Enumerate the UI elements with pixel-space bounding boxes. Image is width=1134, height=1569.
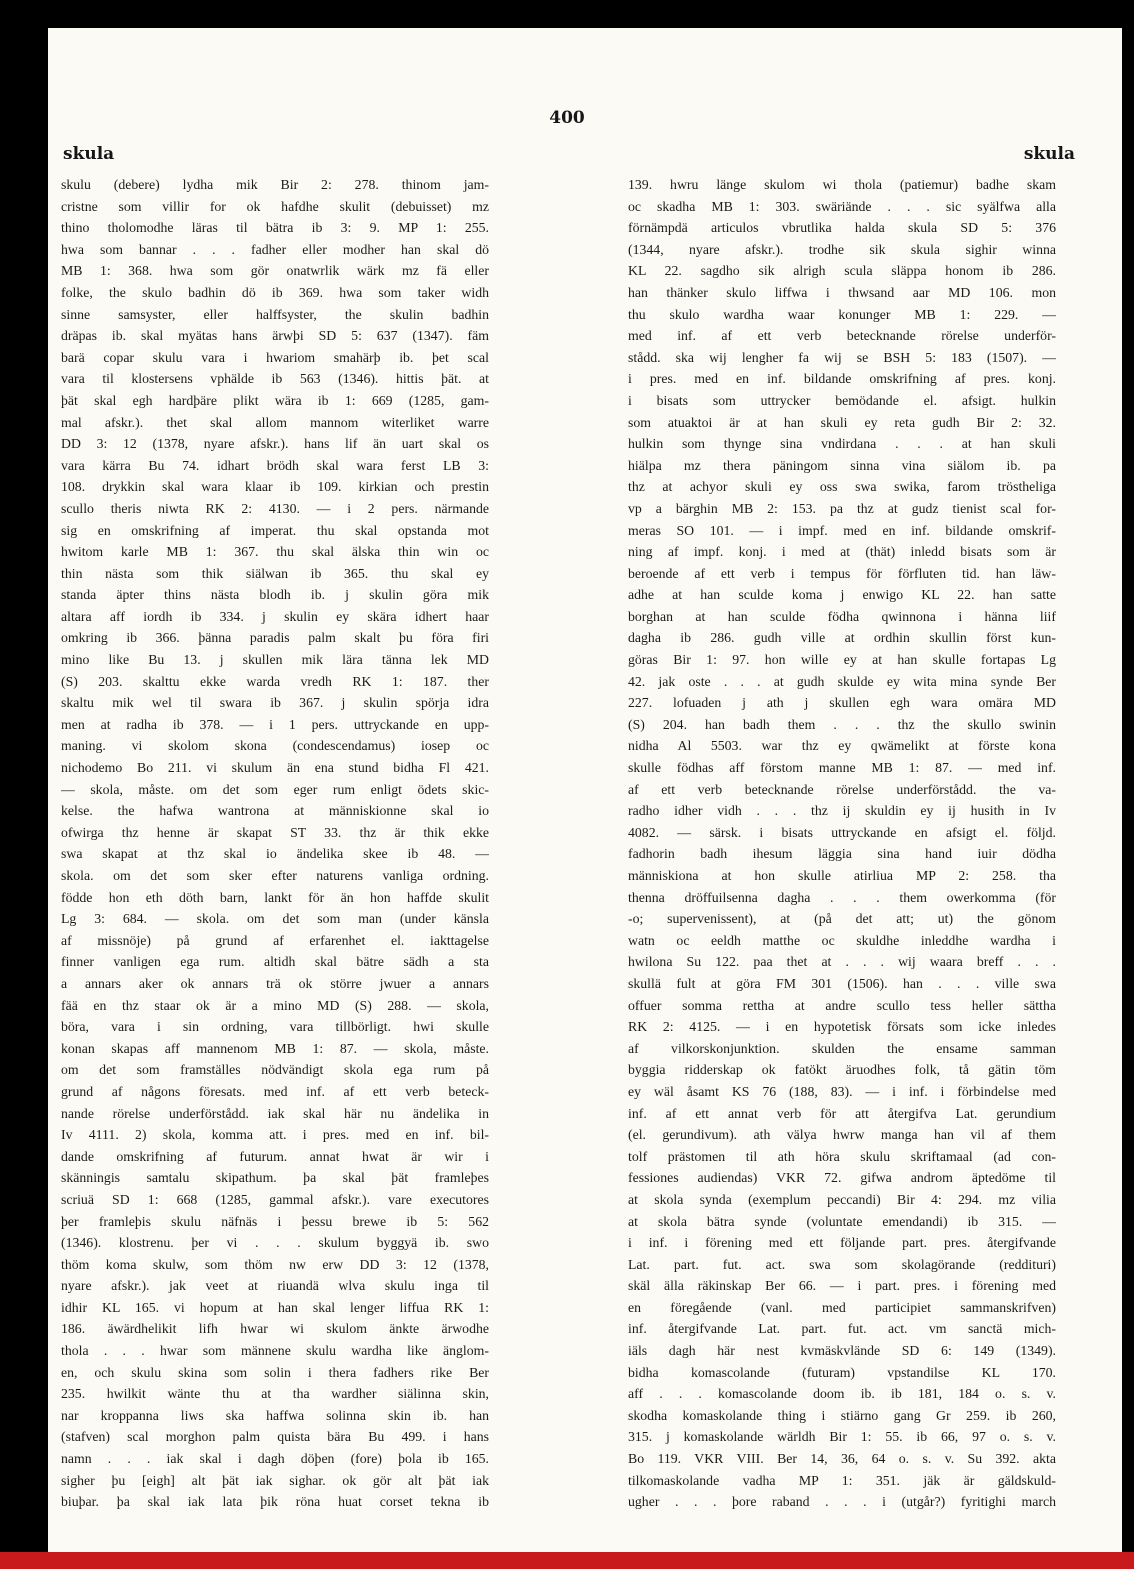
right-running-headword: skula xyxy=(1023,144,1075,164)
text-line: nichodemo Bo 211. vi skulum än ena stund bidha Fl 421. xyxy=(61,760,489,776)
text-line: skullä fult at göra FM 301 (1506). han . . . ville swa xyxy=(628,975,1056,991)
text-line: grund af någons föresats. med inf. af ett verb beteck- xyxy=(61,1083,489,1099)
text-line: þer framleþis skulu näfnäs i þessu brewe ib 5: 562 xyxy=(61,1213,489,1229)
text-line: nidha Al 5503. war thz ey qwämelikt at förste kona xyxy=(628,738,1056,754)
text-line: födde hon eth döth barn, lankt för än hon haffde skulit xyxy=(61,889,489,905)
text-line: Lg 3: 684. — skola. om det som man (under känsla xyxy=(61,911,489,927)
text-line: fessiones audiendas) VKR 72. gifwa androm äptedöme til xyxy=(628,1170,1056,1186)
text-line: inf. af ett annat verb för att återgifva Lat. gerundium xyxy=(628,1105,1056,1121)
text-line: at skola synda (exemplum peccandi) Bir 4: 294. mz vilia xyxy=(628,1191,1056,1207)
text-line: 186. äwärdhelikit lifh hwar wi skulom änkte ärwodhe xyxy=(61,1321,489,1337)
text-line: af missnöje) på grund af erfarenhet el. iakttagelse xyxy=(61,932,489,948)
text-line: göras Bir 1: 97. hon wille ey at han skulle fortapas Lg xyxy=(628,652,1056,668)
text-line: standa äpter thins nästa blodh ib. j skulin göra mik xyxy=(61,587,489,603)
text-line: om det som framställes nödvändigt skola ega rum på xyxy=(61,1062,489,1078)
text-line: mal afskr.). thet skal allom mannom witerliket warre xyxy=(61,414,489,430)
text-line: RK 2: 4125. — i en hypotetisk försats som icke inledes xyxy=(628,1019,1056,1035)
text-line: men at radha ib 378. — i 1 pers. uttryckande en upp- xyxy=(61,716,489,732)
text-line: þät skal egh hardþäre plikt wära ib 1: 669 (1285, gam- xyxy=(61,392,489,408)
text-line: skäl älla räkinskap Ber 66. — i part. pres. i förening med xyxy=(628,1278,1056,1294)
text-line: namn . . . iak skal i dagh döþen (fore) þola ib 165. xyxy=(61,1451,489,1467)
text-line: KL 22. sagdho sik alrigh scula släppa honom ib 286. xyxy=(628,263,1056,279)
text-line: sigher þu [eigh] alt þät iak sighar. ok gör alt þät iak xyxy=(61,1472,489,1488)
text-line: DD 3: 12 (1378, nyare afskr.). hans lif än uart skal os xyxy=(61,436,489,452)
text-line: tilkomaskolande vadha MP 1: 351. jäk är gäldskuld- xyxy=(628,1472,1056,1488)
text-line: en, och skulu skina som solin i thera fadhers rike Ber xyxy=(61,1364,489,1380)
text-line: (1344, nyare afskr.). trodhe sik skula sighir winna xyxy=(628,241,1056,257)
text-line: thin nästa som thik siälwan ib 365. thu skal ey xyxy=(61,565,489,581)
text-line: ofwirga thz henne är skapat ST 33. thz är thik ekke xyxy=(61,824,489,840)
text-line: hwa som bannar . . . fadher eller modher han skal dö xyxy=(61,241,489,257)
text-line: thenna dröffuilsenna dagha . . . them owerkomma (för xyxy=(628,889,1056,905)
text-line: 42. jak oste . . . at gudh skulde ey wita mina synde Ber xyxy=(628,673,1056,689)
text-line: kelse. the hafwa wantrona at människionne skal io xyxy=(61,803,489,819)
text-line: böra, vara i sin ordning, vara tillbörligt. hwi skulle xyxy=(61,1019,489,1035)
text-line: oc skadha MB 1: 303. swäriände . . . sic syälfwa alla xyxy=(628,198,1056,214)
text-line: inf. återgifvande Lat. part. fut. act. vm sanctä mich- xyxy=(628,1321,1056,1337)
text-line: konan skapas aff mannenom MB 1: 87. — skola, måste. xyxy=(61,1040,489,1056)
text-line: människiona at hon skulle atirliua MP 2: 258. tha xyxy=(628,868,1056,883)
text-line: dräpas ib. skal myätas hans ärwþi SD 5: 637 (1347). fäm xyxy=(61,328,489,344)
text-line: radho idher vidh . . . thz ij skuldin ey ij husith in Iv xyxy=(628,803,1056,819)
text-line: nyare afskr.). jak veet at riuandä wlva skulu inga til xyxy=(61,1278,489,1294)
text-line: omkring ib 366. þänna paradis palm skalt þu föra firi xyxy=(61,630,489,646)
text-line: skaltu mik wel til swara ib 367. j skulin spörja idra xyxy=(61,695,489,711)
text-line: at skola bätra synde (voluntate emendandi) ib 315. — xyxy=(628,1213,1056,1229)
text-line: MB 1: 368. hwa som gör onatwrlik wärk mz fä eller xyxy=(61,263,489,279)
text-line: thino tholomodhe läras til bätra ib 3: 9. MP 1: 255. xyxy=(61,220,489,236)
text-line: 4082. — särsk. i bisats uttryckande en afsigt el. följd. xyxy=(628,824,1056,840)
text-line: Iv 4111. 2) skola, komma att. i pres. med en inf. bil- xyxy=(61,1127,489,1143)
text-line: thola . . . hwar som männene skulu wardha like änglom- xyxy=(61,1343,489,1359)
text-line: (S) 204. han badh them . . . thz the skullo swinin xyxy=(628,716,1056,732)
text-line: vara til klostersens vphälde ib 563 (1346). hittis þät. at xyxy=(61,371,489,387)
text-line: i bisats som uttrycker bemödande el. afsigt. hulkin xyxy=(628,392,1056,408)
text-line: sinne samsyster, eller halffsyster, the skulin badhin xyxy=(61,306,489,322)
text-line: skänningis samtalu skipathum. þa skal þät framleþes xyxy=(61,1170,489,1186)
text-line: adhe at han sculde koma j enwigo KL 22. han satte xyxy=(628,587,1056,603)
text-line: dagha ib 286. gudh ville at ordhin skullin först kun- xyxy=(628,630,1056,646)
text-line: nande rörelse underförstådd. iak skal här nu ändelika in xyxy=(61,1105,489,1121)
text-line: folke, the skulo badhin dö ib 369. hwa som taker widh xyxy=(61,284,489,300)
text-line: 227. lofuaden j ath j skullen egh wara omära MD xyxy=(628,695,1056,711)
text-line: i inf. i förening med ett följande part. pres. återgifvande xyxy=(628,1235,1056,1251)
text-line: fää en thz staar ok är a mino MD (S) 288. — skola, xyxy=(61,997,489,1013)
text-line: som atuaktoi är at han skuli ey reta gudh Bir 2: 32. xyxy=(628,414,1056,430)
text-line: aff . . . komascolande doom ib. ib 181, 184 o. s. v. xyxy=(628,1386,1056,1402)
text-line: skulle födhas aff förstom manne MB 1: 87. — med inf. xyxy=(628,760,1056,776)
text-line: (el. gerundivum). ath välya hwrw manga han vil af them xyxy=(628,1127,1056,1143)
text-line: nar kroppanna liws ska haffwa solinna skin ib. han xyxy=(61,1407,489,1423)
text-line: skola. om det som sker efter naturens vanliga ordning. xyxy=(61,868,489,883)
text-line: skodha komaskolande thing i stiärno gang Gr 259. ib 260, xyxy=(628,1407,1056,1423)
text-line: stådd. ska wij lengher fa wij se BSH 5: 183 (1507). — xyxy=(628,349,1056,365)
scan-edge-strip xyxy=(0,1552,1134,1569)
text-line: 235. hwilkit wänte thu at tha wardher siälinna skin, xyxy=(61,1386,489,1402)
text-line: -o; supervenissent), at (på det att; ut) the gönom xyxy=(628,911,1056,927)
text-line: altara aff iordh ib 334. j skulin ey skära idhert haar xyxy=(61,608,489,624)
text-line: (S) 203. skalttu ekke warda vredh RK 1: 187. ther xyxy=(61,673,489,689)
text-line: vp a bärghin MB 2: 153. pa thz at gudz tienist scal for- xyxy=(628,500,1056,516)
left-running-headword: skula xyxy=(63,144,115,164)
text-line: hwilona Su 122. paa thet at . . . wij waara breff . . . xyxy=(628,954,1056,970)
text-line: mino like Bu 13. j skullen mik lära tänna lek MD xyxy=(61,652,489,668)
text-line: scriuä SD 1: 668 (1285, gammal afskr.). vare executores xyxy=(61,1191,489,1207)
left-text-column xyxy=(61,174,489,1513)
text-line: 139. hwru länge skulom wi thola (patiemur) badhe skam xyxy=(628,177,1056,192)
text-line: 108. drykkin skal wara klaar ib 109. kirkian och prestin xyxy=(61,479,489,495)
page-number: 400 xyxy=(549,108,585,128)
text-line: maning. vi skolom skona (condescendamus) iosep oc xyxy=(61,738,489,754)
text-line: af vilkorskonjunktion. skulden the ensame samman xyxy=(628,1040,1056,1056)
text-line: finner vanligen ega rum. altidh skal bätre sädh a sta xyxy=(61,954,489,970)
text-line: byggia ridderskap ok fatökt äruodhes folk, tå gätin töm xyxy=(628,1062,1056,1078)
text-line: biuþar. þa skal iak lata þik röna huat corset tekna ib xyxy=(61,1494,489,1510)
text-line: idhir KL 165. vi hopum at han skal lenger liffua RK 1: xyxy=(61,1299,489,1315)
text-line: han thänker skulo liffwa i thwsand aar MD 106. mon xyxy=(628,284,1056,300)
text-line: sig en omskrifning af imperat. thu skal opstanda mot xyxy=(61,522,489,538)
text-line: 315. j komaskolande wärldh Bir 1: 55. ib 66, 97 o. s. v. xyxy=(628,1429,1056,1445)
text-line: watn oc eeldh matthe oc skuldhe inleddhe wardha i xyxy=(628,932,1056,948)
text-line: ey wäl åsamt KS 76 (188, 83). — i inf. i förbindelse med xyxy=(628,1083,1056,1099)
text-line: hulkin som thynge sina vndirdana . . . at han skuli xyxy=(628,436,1056,452)
text-line: tolf prästomen til ath höra skulu skriftamaal (ad con- xyxy=(628,1148,1056,1164)
text-line: (1346). klostrenu. þer vi . . . skulum byggyä ib. swo xyxy=(61,1235,489,1251)
text-line: Bo 119. VKR VIII. Ber 14, 36, 64 o. s. v. Su 392. akta xyxy=(628,1451,1056,1467)
text-line: med inf. af ett verb betecknande rörelse underför- xyxy=(628,328,1056,344)
text-line: (stafven) scal morghon palm quista bära Bu 499. i hans xyxy=(61,1429,489,1445)
text-line: skulu (debere) lydha mik Bir 2: 278. thinom jam- xyxy=(61,177,489,192)
text-line: scullo theris niwta RK 2: 4130. — i 2 pers. närmande xyxy=(61,500,489,516)
text-line: ning af impf. konj. i med at (thät) inledd bisats som är xyxy=(628,544,1056,560)
text-line: dande omskrifning af futurum. annat hwat är wir i xyxy=(61,1148,489,1164)
text-line: a annars aker ok annars trä ok större jwuer a annars xyxy=(61,975,489,991)
text-line: i pres. med en inf. bildande omskrifning af pres. konj. xyxy=(628,371,1056,387)
text-line: Lat. part. fut. act. swa som skolagörande (reddituri) xyxy=(628,1256,1056,1272)
text-line: — skola, måste. om det som eger rum enligt ödets skic- xyxy=(61,781,489,797)
text-line: bidha komascolande (futuram) vpstandilse KL 170. xyxy=(628,1364,1056,1380)
text-line: thz at achyor skuli ey oss swa swika, farom tröstheliga xyxy=(628,479,1056,495)
text-line: hwitom karle MB 1: 367. thu skal älska thin win oc xyxy=(61,544,489,560)
text-line: beroende af ett verb i tempus för förfluten tid. han läw- xyxy=(628,565,1056,581)
dictionary-page xyxy=(48,28,1122,1560)
text-line: borghan at han sculde födha qwinnona i hänna liif xyxy=(628,608,1056,624)
right-text-column xyxy=(628,174,1056,1513)
text-line: förnämpdä articulos vbrutlika halda skula SD 5: 376 xyxy=(628,220,1056,236)
text-line: hiälpa mz thera päningom sinna vina siälom ib. pa xyxy=(628,457,1056,473)
text-line: vara kärra Bu 74. idhart brödh skal wara ferst LB 3: xyxy=(61,457,489,473)
text-line: thöm koma skulw, som thöm nw erw DD 3: 12 (1378, xyxy=(61,1256,489,1272)
text-line: swa skapat at thz skal io ändelika skee ib 48. — xyxy=(61,846,489,862)
text-line: iäls dagh här nest kvmäskvlände SD 6: 149 (1349). xyxy=(628,1343,1056,1359)
text-line: thu skulo wardha waar konunger MB 1: 229. — xyxy=(628,306,1056,322)
text-line: meras SO 101. — i impf. med en inf. bildande omskrif- xyxy=(628,522,1056,538)
text-line: offuer somma rettha at andre scullo tess heller sättha xyxy=(628,997,1056,1013)
text-line: af ett verb betecknande rörelse underförstådd. the va- xyxy=(628,781,1056,797)
text-line: cristne som villir for ok hafdhe skulit (debuisset) mz xyxy=(61,198,489,214)
text-line: barä copar skulu vara i hwariom smahärþ ib. þet scal xyxy=(61,349,489,365)
text-line: en föregående (vanl. med participiet sammanskrifven) xyxy=(628,1299,1056,1315)
text-line: ugher . . . þore raband . . . i (utgår?) fyritighi march xyxy=(628,1494,1056,1510)
text-line: fadhorin badh ihesum läggia sina hand iuir dödha xyxy=(628,846,1056,862)
